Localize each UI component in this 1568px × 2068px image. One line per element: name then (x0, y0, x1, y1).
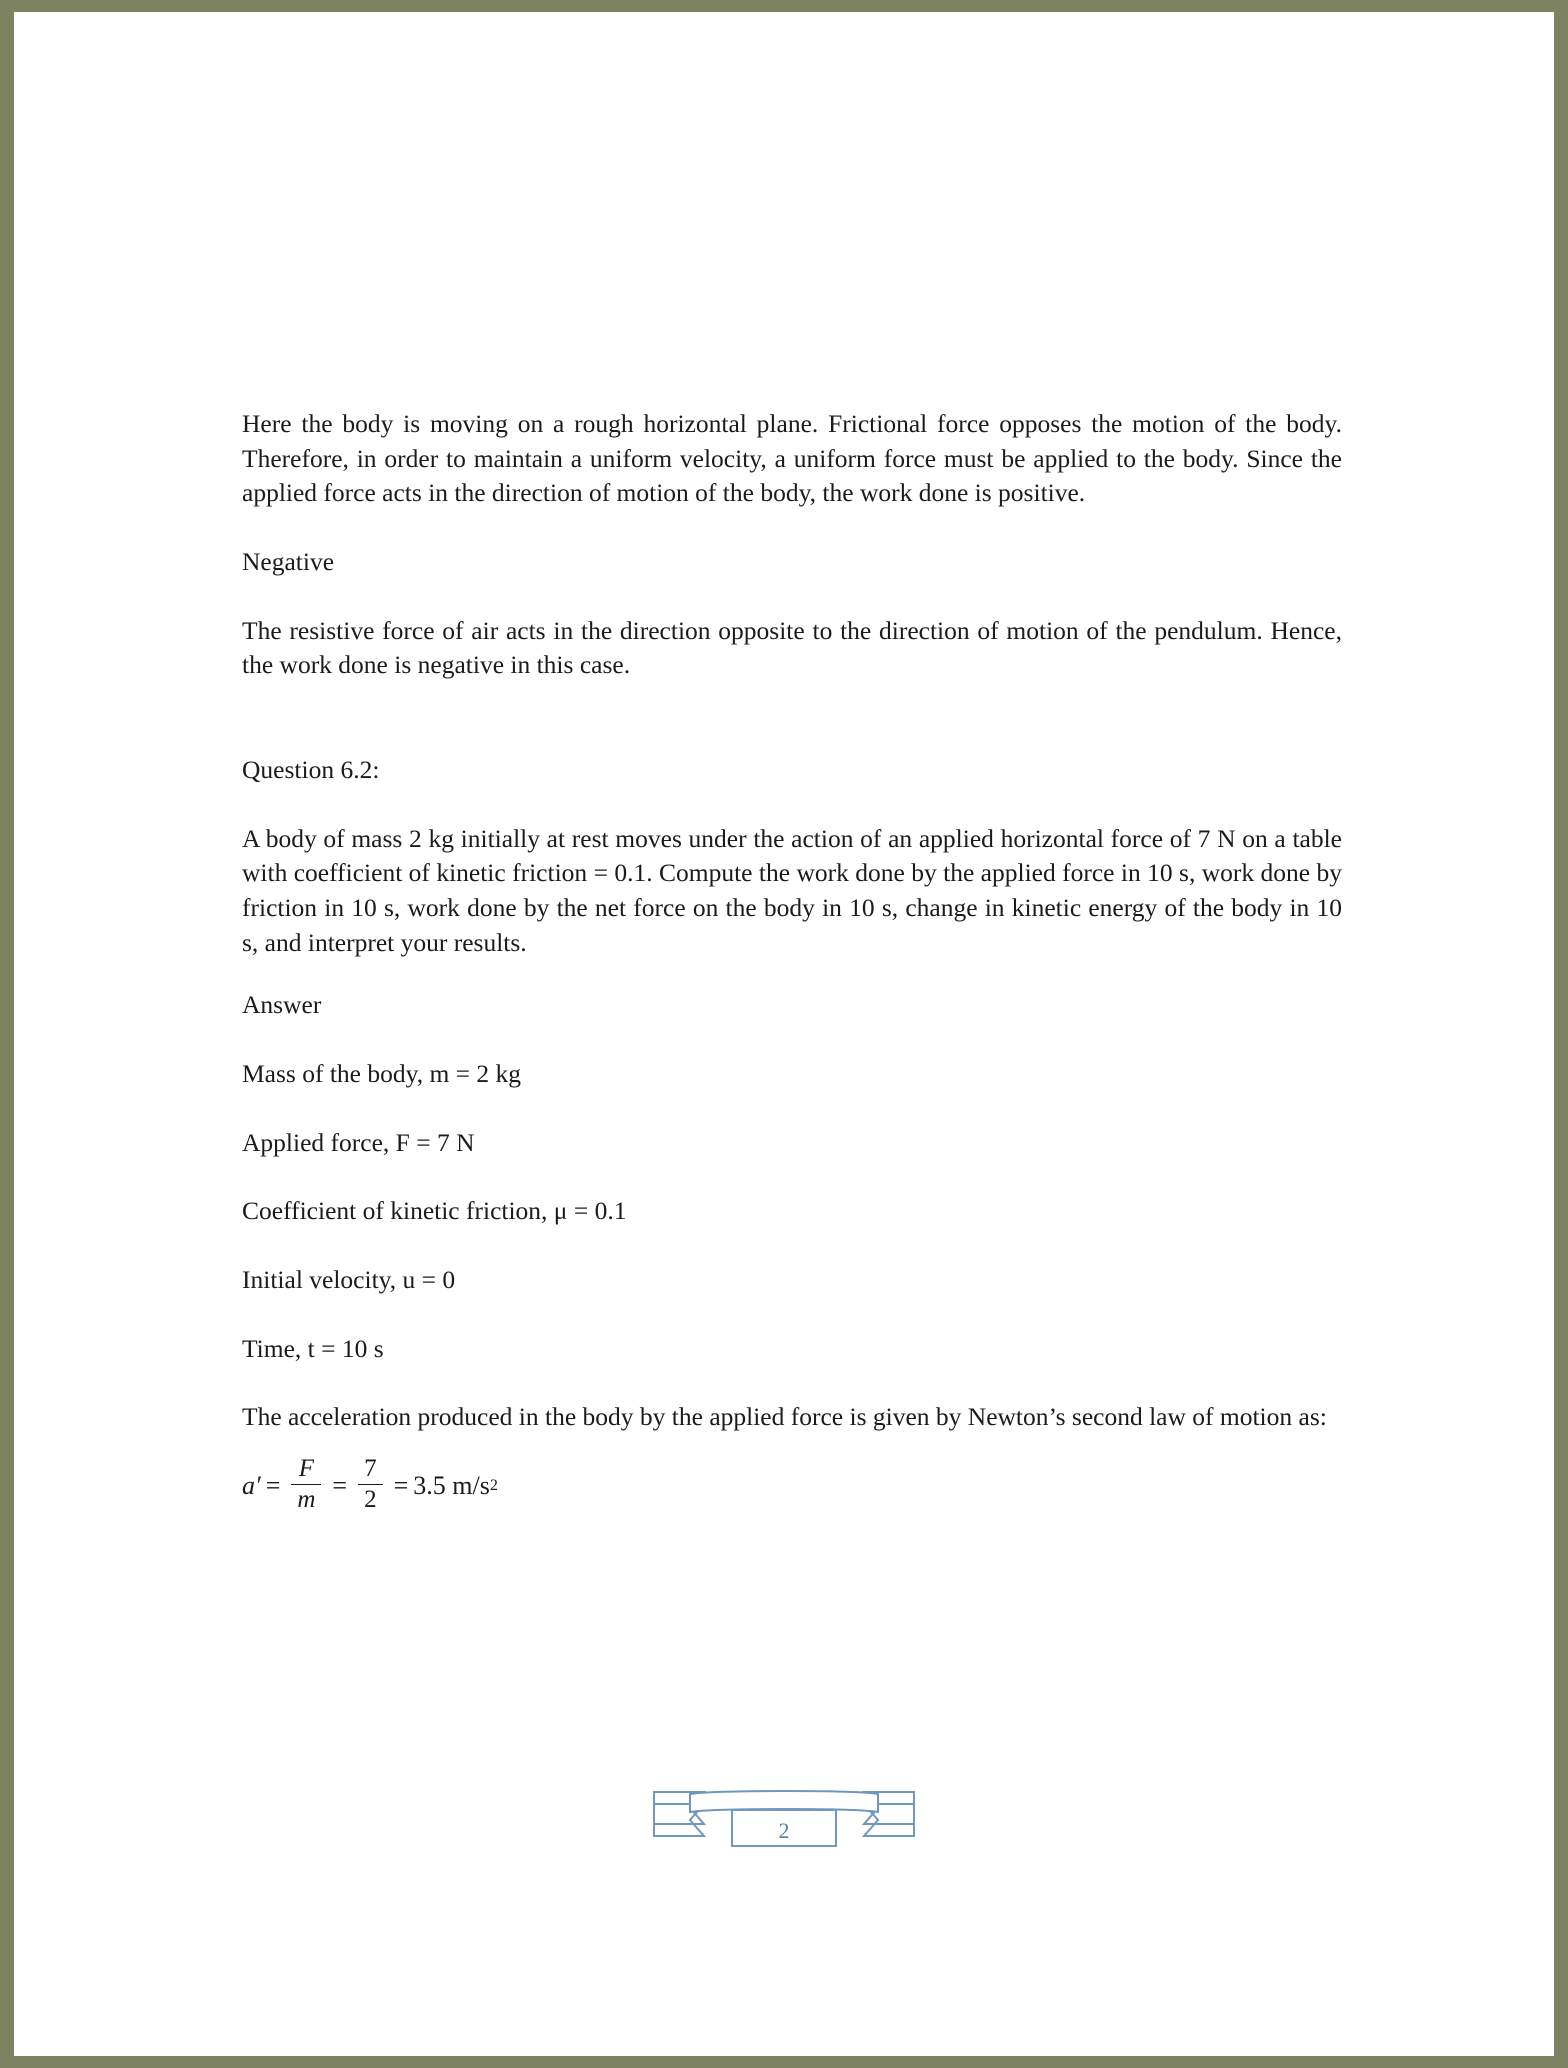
law-statement: The acceleration produced in the body by the applied force is given by Newton’s second law of motion as: (242, 1402, 1327, 1432)
question-label: Question 6.2: (242, 755, 380, 785)
page-footer (14, 1782, 1554, 1872)
formula-lhs: a′ (242, 1471, 261, 1501)
given-mass: Mass of the body, m = 2 kg (242, 1059, 522, 1089)
intro-paragraph: Here the body is moving on a rough horizontal plane. Frictional force opposes the motion of the body. Therefore, in order to maintain a uniform velocity, a uniform force must be applied to the body. Since the applied force acts in the direction of motion of the body, the work done is positive. (242, 409, 1342, 508)
spacer (242, 511, 1342, 545)
page-number: 2 (778, 1818, 790, 1843)
acceleration-formula (242, 1447, 1342, 1525)
spacer (242, 580, 1342, 614)
negative-paragraph: The resistive force of air acts in the direction opposite to the direction of motion of the pendulum. Hence, the work done is negative in this case. (242, 615, 1342, 680)
spacer (242, 1160, 1342, 1194)
formula-numerator-f: F (298, 1454, 315, 1482)
formula-equals-3: = (393, 1471, 409, 1501)
formula-numerator-7: 7 (364, 1454, 377, 1482)
formula-equals-1: = (265, 1471, 281, 1501)
given-initial-velocity: Initial velocity, u = 0 (242, 1265, 456, 1295)
formula-result-exponent: 2 (489, 1477, 498, 1495)
answer-heading: Answer (242, 990, 322, 1020)
document-page (14, 12, 1554, 2056)
formula-denominator-2: 2 (358, 1484, 383, 1514)
formula-fraction-seven-two (358, 1455, 383, 1514)
spacer (242, 1366, 1342, 1400)
given-friction: Coefficient of kinetic friction, μ = 0.1 (242, 1196, 627, 1226)
formula-denominator-m: m (291, 1484, 321, 1514)
spacer (242, 788, 1342, 822)
ribbon-banner (644, 1782, 924, 1872)
formula-equals-2: = (332, 1471, 348, 1501)
spacer (242, 683, 1342, 753)
formula-result: 3.5 m/s (413, 1471, 490, 1501)
question-text: A body of mass 2 kg initially at rest moves under the action of an applied horizontal force of 7 N on a table with coefficient of kinetic friction = 0.1. Compute the work done by the applied force in 10 s, work done by friction in 10 s, work done by the net force on the body in 10 s, change in kinetic energy of the body in 10 s, and interpret your results. (242, 823, 1342, 957)
page-content (242, 407, 1342, 1525)
spacer (242, 1023, 1342, 1057)
given-time: Time, t = 10 s (242, 1333, 384, 1363)
spacer (242, 1229, 1342, 1263)
negative-heading: Negative (242, 547, 335, 577)
spacer (242, 1092, 1342, 1126)
formula-fraction-force-mass (291, 1455, 321, 1514)
given-force: Applied force, F = 7 N (242, 1127, 475, 1157)
spacer (242, 1298, 1342, 1332)
spacer (242, 960, 1342, 988)
